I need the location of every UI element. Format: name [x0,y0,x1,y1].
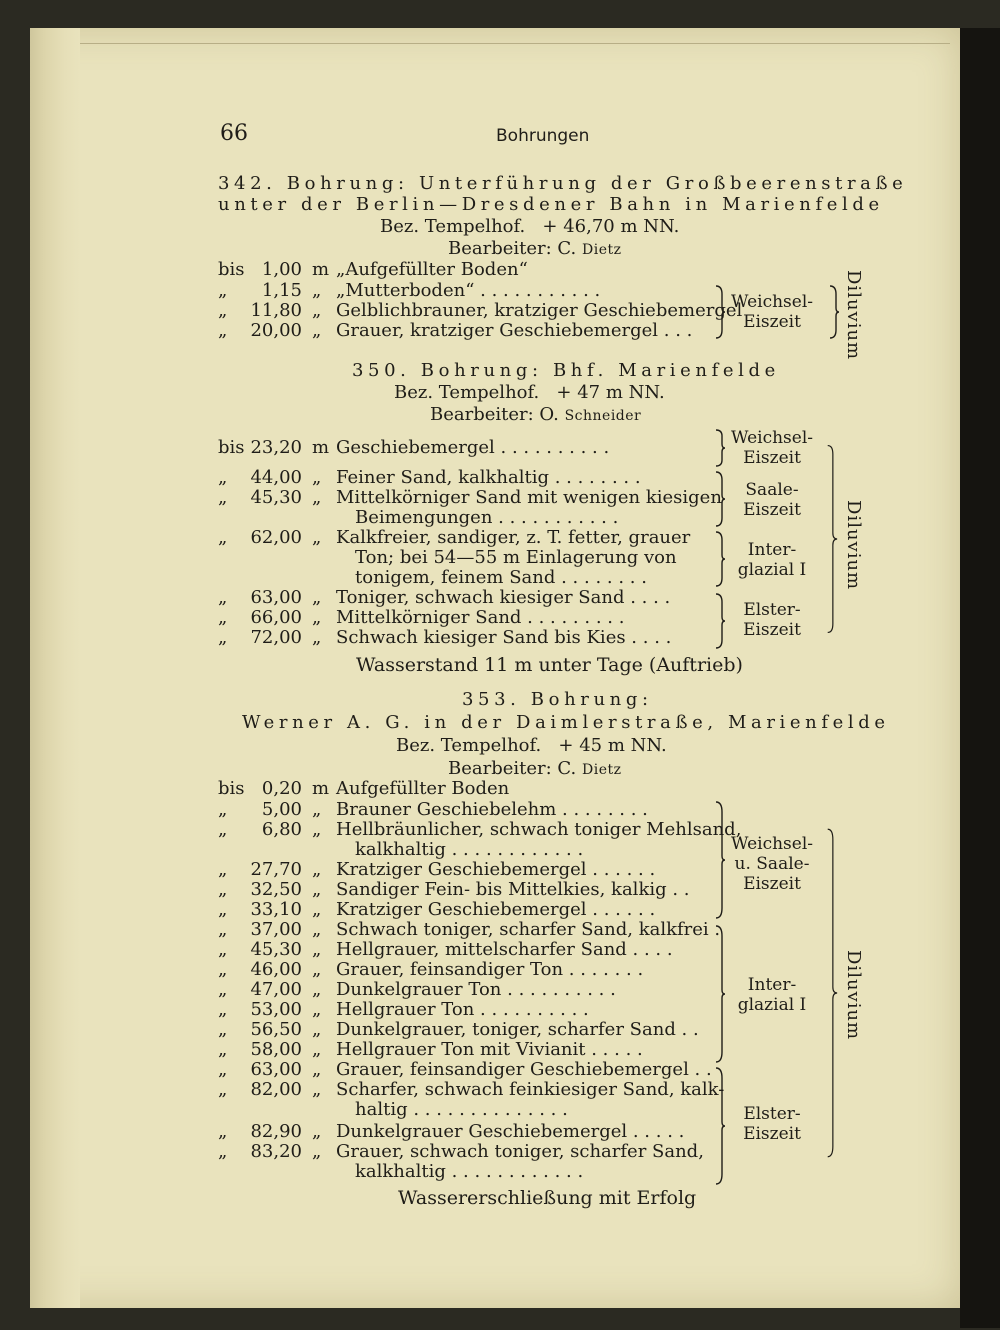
row-description: Mittelkörniger Sand mit wenigen kiesigen [336,487,722,508]
row-description: Schwach kiesiger Sand bis Kies . . . . [336,627,672,648]
row-description: Grauer, kratziger Geschiebemergel . . . [336,320,693,341]
b342-title-line2: unter der Berlin—Dresdener Bahn in Marienfelde [218,194,884,215]
row-depth: 82,00 [250,1079,302,1100]
b342-title-line1: 342. Bohrung: Unterführung der Großbeerenstraße [218,173,908,194]
row-depth: 53,00 [250,999,302,1020]
b350-bearbeiter-name: Schneider [564,408,642,424]
row-prefix: „ [218,1079,228,1100]
b353-zone-weichsel-saale [728,834,816,894]
b350-inter-line2: glazial I [737,560,807,580]
b353-brace-inter [714,924,726,1064]
row-depth: 58,00 [250,1039,302,1060]
b350-brace-period [826,428,838,650]
b353-brace-weichsel-saale [714,800,726,920]
row-prefix: „ [218,919,228,940]
b353-title-line2: Werner A. G. in der Daimlerstraße, Marienfelde [242,712,890,733]
row-unit: „ [312,527,322,548]
row-prefix: „ [218,799,228,820]
b350-brace-weichsel [714,428,726,468]
row-description: Dunkelgrauer Ton . . . . . . . . . . [336,979,616,1000]
b353-bearbeiter [448,759,622,780]
row-prefix: „ [218,1059,228,1080]
row-prefix: „ [218,879,228,900]
row-unit: „ [312,959,322,980]
row-description-continued: kalkhaltig . . . . . . . . . . . . [355,839,584,860]
row-description-continued: Beimengungen . . . . . . . . . . . [355,507,619,528]
row-depth: 45,30 [250,487,302,508]
row-depth: 5,00 [261,799,302,820]
b350-bearbeiter [430,405,641,426]
b353-elster-line1: Elster- [743,1104,801,1124]
row-description: Feiner Sand, kalkhaltig . . . . . . . . [336,467,641,488]
row-depth: 56,50 [250,1019,302,1040]
b353-zone-elster [728,1104,816,1144]
row-prefix: „ [218,899,228,920]
b353-title-line1: 353. Bohrung: [462,689,653,710]
b350-title: 350. Bohrung: Bhf. Marienfelde [352,360,780,381]
row-prefix: „ [218,1019,228,1040]
row-description: Hellgrauer Ton mit Vivianit . . . . . [336,1039,643,1060]
b342-zone-line2: Eiszeit [743,312,801,332]
row-prefix: „ [218,467,228,488]
b350-saale-line2: Eiszeit [743,500,801,520]
row-depth: 66,00 [250,607,302,628]
b353-period-label: Diluvium [843,950,864,1041]
row-unit: „ [312,627,322,648]
b353-location: Bez. Tempelhof. + 45 m NN. [396,735,667,756]
row-prefix: „ [218,939,228,960]
row-unit: „ [312,859,322,880]
row-description: Brauner Geschiebelehm . . . . . . . . [336,799,648,820]
row-prefix: bis [218,437,245,458]
row-unit: „ [312,1141,322,1162]
row-prefix: „ [218,607,228,628]
row-description: Toniger, schwach kiesiger Sand . . . . [336,587,671,608]
b342-location: Bez. Tempelhof. + 46,70 m NN. [380,216,680,237]
row-prefix: „ [218,819,228,840]
row-description: Grauer, schwach toniger, scharfer Sand, [336,1141,704,1162]
b342-bearbeiter-prefix: Bearbeiter: C. [448,238,582,259]
b350-brace-elster [714,592,726,650]
b342-period-label: Diluvium [843,270,864,361]
row-unit: m [312,778,330,799]
row-unit: „ [312,300,322,321]
row-depth: 62,00 [250,527,302,548]
row-depth: 83,20 [250,1141,302,1162]
row-depth: 32,50 [250,879,302,900]
b350-zone-saale [728,480,816,520]
row-description: Aufgefüllter Boden [336,778,510,799]
row-description: Gelblichbrauner, kratziger Geschiebemergel [336,300,743,321]
row-depth: 63,00 [250,587,302,608]
b353-inter-line1: Inter- [747,975,797,995]
row-depth: 45,30 [250,939,302,960]
row-depth: 63,00 [250,1059,302,1080]
row-prefix: „ [218,979,228,1000]
row-depth: 72,00 [250,627,302,648]
b350-brace-saale [714,470,726,528]
row-prefix: „ [218,1039,228,1060]
row-depth: 6,80 [261,819,302,840]
row-description: „Aufgefüllter Boden“ [336,259,528,280]
row-unit: „ [312,819,322,840]
b353-ws-line1: Weichsel- [730,834,814,854]
row-description: Sandiger Fein- bis Mittelkies, kalkig . . [336,879,690,900]
b342-zone-weichsel [728,292,816,332]
page-number: 66 [220,121,248,146]
b350-weichsel-line2: Eiszeit [743,448,801,468]
row-prefix: „ [218,320,228,341]
adjacent-page-edge [960,28,1000,1328]
b342-brace-period [828,284,840,340]
row-prefix: „ [218,1121,228,1142]
b350-zone-inter [728,540,816,580]
b353-ws-line3: Eiszeit [743,874,801,894]
row-depth: 1,00 [261,259,302,280]
row-depth: 82,90 [250,1121,302,1142]
row-description: Kratziger Geschiebemergel . . . . . . [336,899,656,920]
row-description: Schwach toniger, scharfer Sand, kalkfrei . [336,919,721,940]
row-depth: 44,00 [250,467,302,488]
b353-bearbeiter-name: Dietz [582,762,622,778]
row-depth: 46,00 [250,959,302,980]
row-description: Grauer, feinsandiger Ton . . . . . . . [336,959,644,980]
b353-ws-line2: u. Saale- [734,854,810,874]
row-prefix: „ [218,280,228,301]
b353-inter-line2: glazial I [737,995,807,1015]
row-unit: „ [312,467,322,488]
row-depth: 20,00 [250,320,302,341]
b342-brace-weichsel [714,284,726,340]
b350-elster-line2: Eiszeit [743,620,801,640]
row-prefix: „ [218,627,228,648]
row-description: Hellgrauer, mittelscharfer Sand . . . . [336,939,673,960]
row-unit: „ [312,280,322,301]
row-prefix: „ [218,587,228,608]
row-unit: „ [312,1019,322,1040]
row-unit: m [312,437,330,458]
row-unit: „ [312,1059,322,1080]
header-rule [80,43,950,44]
row-description: Dunkelgrauer Geschiebemergel . . . . . [336,1121,685,1142]
row-description: Kalkfreier, sandiger, z. T. fetter, grauer [336,527,691,548]
row-depth: 11,80 [250,300,302,321]
b350-zone-weichsel [728,428,816,468]
b350-bearbeiter-prefix: Bearbeiter: O. [430,404,565,425]
row-prefix: „ [218,527,228,548]
row-prefix: „ [218,859,228,880]
b353-brace-period [826,800,838,1186]
row-description: Mittelkörniger Sand . . . . . . . . . [336,607,625,628]
row-prefix: „ [218,300,228,321]
row-depth: 0,20 [261,778,302,799]
row-depth: 37,00 [250,919,302,940]
b353-elster-line2: Eiszeit [743,1124,801,1144]
row-unit: „ [312,899,322,920]
row-depth: 47,00 [250,979,302,1000]
row-prefix: „ [218,959,228,980]
row-prefix: bis [218,259,245,280]
row-unit: „ [312,487,322,508]
row-unit: „ [312,999,322,1020]
row-description: Grauer, feinsandiger Geschiebemergel . . [336,1059,712,1080]
b353-zone-inter [728,975,816,1015]
row-unit: „ [312,607,322,628]
row-description: Hellbräunlicher, schwach toniger Mehlsand, [336,819,742,840]
row-prefix: „ [218,487,228,508]
row-description: „Mutterboden“ . . . . . . . . . . . [336,280,601,301]
row-unit: „ [312,979,322,1000]
row-description: Scharfer, schwach feinkiesiger Sand, kalk- [336,1079,725,1100]
b350-period-label: Diluvium [843,500,864,591]
row-unit: m [312,259,330,280]
row-prefix: bis [218,778,245,799]
row-unit: „ [312,879,322,900]
row-description-continued: tonigem, feinem Sand . . . . . . . . [355,567,647,588]
row-unit: „ [312,919,322,940]
row-unit: „ [312,1039,322,1060]
b350-brace-inter [714,530,726,588]
row-description: Dunkelgrauer, toniger, scharfer Sand . . [336,1019,699,1040]
page-gutter [30,28,80,1308]
b353-bearbeiter-prefix: Bearbeiter: C. [448,758,582,779]
row-description: Kratziger Geschiebemergel . . . . . . [336,859,656,880]
row-unit: „ [312,1079,322,1100]
b342-bearbeiter [448,239,622,260]
row-description-continued: kalkhaltig . . . . . . . . . . . . [355,1161,584,1182]
running-header: Bohrungen [496,126,590,146]
row-depth: 27,70 [250,859,302,880]
row-unit: „ [312,939,322,960]
row-unit: „ [312,587,322,608]
row-description-continued: haltig . . . . . . . . . . . . . . [355,1099,568,1120]
row-description: Hellgrauer Ton . . . . . . . . . . [336,999,589,1020]
b342-zone-line1: Weichsel- [730,292,814,312]
row-description-continued: Ton; bei 54—55 m Einlagerung von [355,547,677,568]
row-unit: „ [312,1121,322,1142]
b350-weichsel-line1: Weichsel- [730,428,814,448]
row-depth: 33,10 [250,899,302,920]
b350-elster-line1: Elster- [743,600,801,620]
b353-note: Wassererschließung mit Erfolg [398,1187,697,1209]
row-depth: 23,20 [250,437,302,458]
b350-zone-elster [728,600,816,640]
row-prefix: „ [218,1141,228,1162]
b350-note: Wasserstand 11 m unter Tage (Auftrieb) [356,654,743,676]
row-unit: „ [312,320,322,341]
b350-inter-line1: Inter- [747,540,797,560]
row-depth: 1,15 [261,280,302,301]
b350-saale-line1: Saale- [745,480,799,500]
b342-bearbeiter-name: Dietz [582,242,622,258]
b353-brace-elster [714,1066,726,1186]
row-unit: „ [312,799,322,820]
row-description: Geschiebemergel . . . . . . . . . . [336,437,610,458]
b350-location: Bez. Tempelhof. + 47 m NN. [394,382,665,403]
row-prefix: „ [218,999,228,1020]
